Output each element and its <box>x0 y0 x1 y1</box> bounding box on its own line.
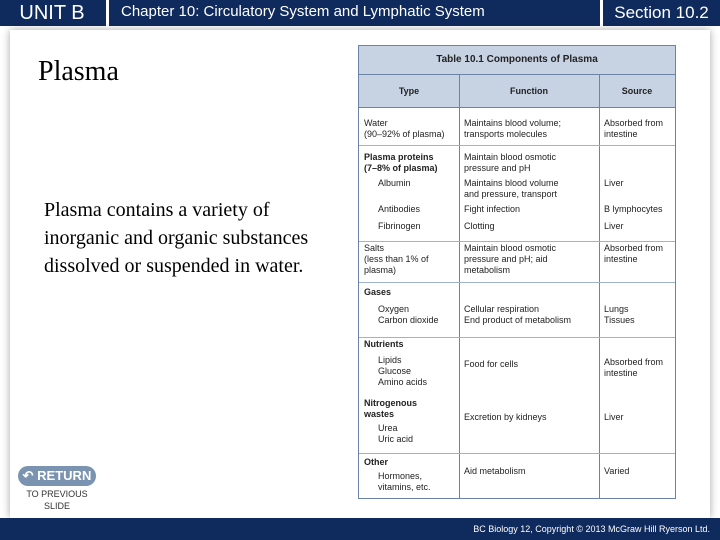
row-divider <box>359 453 675 454</box>
row-divider <box>359 241 675 242</box>
table-cell: Other <box>364 457 389 467</box>
header-type: Type <box>398 86 420 96</box>
table-cell: Maintains blood volume and pressure, transport <box>464 178 559 199</box>
page-title: Plasma <box>38 56 119 87</box>
header-function: Function <box>510 86 548 96</box>
column-divider <box>599 74 600 498</box>
plasma-table <box>358 45 676 499</box>
table-cell: Salts (less than 1% of plasma) <box>364 243 429 275</box>
chapter-title: Chapter 10: Circulatory System and Lymphatic System <box>106 0 590 26</box>
body-text: Plasma contains a variety of inorganic and organic substances dissolved or suspended in water. <box>44 199 309 277</box>
return-button[interactable] <box>18 466 96 486</box>
table-cell: Cellular respiration End product of metabolism <box>464 304 572 325</box>
table-cell: Lungs Tissues <box>604 304 635 325</box>
table-cell: Albumin <box>378 178 411 188</box>
table-cell: Liver <box>604 178 624 188</box>
curved-arrow-left-icon: ↶ <box>22 468 34 483</box>
table-cell: Hormones, vitamins, etc. <box>378 471 431 492</box>
table-cell: Absorbed from intestine <box>604 357 664 378</box>
unit-label: UNIT B <box>4 0 100 26</box>
table-cell: Maintains blood volume; transports molecules <box>464 118 562 139</box>
table-cell: Water (90–92% of plasma) <box>364 118 445 139</box>
table-cell: Aid metabolism <box>464 466 526 476</box>
table-cell: Fibrinogen <box>378 221 421 231</box>
row-divider <box>359 337 675 338</box>
table-cell: Excretion by kidneys <box>464 412 547 422</box>
table-cell: Varied <box>604 466 630 476</box>
table-cell: Nitrogenous wastes <box>364 398 417 419</box>
copyright-text: BC Biology 12, Copyright © 2013 McGraw Hill Ryerson Ltd. <box>473 524 710 534</box>
table-cell: Nutrients <box>364 339 404 349</box>
table-cell: Liver <box>604 221 624 231</box>
table-cell: Clotting <box>464 221 495 231</box>
table-cell: Oxygen Carbon dioxide <box>378 304 439 325</box>
table-cell: B lymphocytes <box>604 204 663 214</box>
table-cell: Plasma proteins (7–8% of plasma) <box>364 152 438 173</box>
table-caption: Table 10.1 Components of Plasma <box>359 46 675 74</box>
table-cell: Fight infection <box>464 204 521 214</box>
table-cell: Antibodies <box>378 204 421 214</box>
table-cell: Gases <box>364 287 392 297</box>
section-label: Section 10.2 <box>600 0 720 26</box>
table-cell: Urea Uric acid <box>378 423 414 444</box>
table-cell: Absorbed from intestine <box>604 118 664 139</box>
table-cell: Food for cells <box>464 359 519 369</box>
row-divider <box>359 145 675 146</box>
table-cell: Lipids Glucose Amino acids <box>378 355 428 387</box>
table-cell: Absorbed from intestine <box>604 243 664 264</box>
table-cell: Maintain blood osmotic pressure and pH <box>464 152 557 173</box>
row-divider <box>359 282 675 283</box>
table-header-row <box>359 74 675 108</box>
return-sublabel: TO PREVIOUS SLIDE <box>26 489 88 511</box>
header-source: Source <box>621 86 653 96</box>
return-label: RETURN <box>37 468 92 483</box>
table-cell: Maintain blood osmotic pressure and pH; aid metabolism <box>464 243 557 275</box>
table-cell: Liver <box>604 412 624 422</box>
